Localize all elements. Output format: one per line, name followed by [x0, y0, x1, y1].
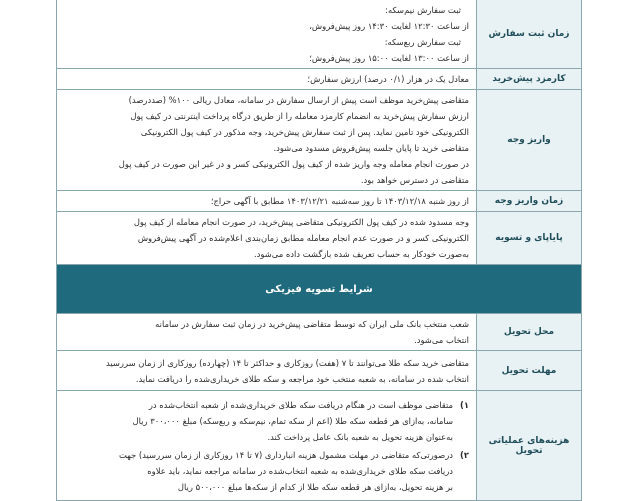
content-deposit — [57, 90, 477, 191]
label-deposit: واریز وجه — [477, 90, 582, 191]
label-order-time: زمان ثبت سفارش — [477, 0, 582, 69]
cost-item-1-line-2: سامانه، به‌ازای هر قطعه سکه طلا (اعم از سکه تمام، نیم‌سکه و ربع‌سکه) مبلغ ۳۰۰،۰۰۰ ریال — [132, 415, 453, 426]
row-delivery-place — [57, 314, 582, 351]
row-deposit-time — [57, 191, 582, 212]
label-delivery-deadline: مهلت تحویل — [477, 351, 582, 391]
deposit-line-5: در صورت انجام معامله وجه واریز شده از کیف پول الکترونیکی کسر و در غیر این صورت در کیف پول — [118, 159, 469, 169]
cost-item-2-line-3: بر هزینه تحویل، به‌ازای هر قطعه سکه طلا از کدام از سکه‌ها مبلغ ۵۰۰،۰۰۰ ریال — [177, 481, 453, 492]
order-time-line-1: ثبت سفارش نیم‌سکه: — [385, 4, 461, 15]
cost-item-2 — [64, 447, 469, 495]
label-delivery-place: محل تحویل — [477, 314, 582, 351]
label-delivery-costs: هزینه‌های عملیاتی تحویل — [477, 391, 582, 501]
section-title: شرایط تسویه فیزیکی — [57, 265, 582, 314]
deposit-line-4: متقاضی خرید تا پایان جلسه پیش‌فروش مسدود می‌شود. — [273, 143, 469, 153]
delivery-place-line-2: انتخاب می‌شود. — [414, 335, 469, 345]
content-delivery-deadline — [57, 351, 477, 391]
row-delivery-costs — [57, 391, 582, 501]
deposit-line-3: الکترونیکی خود تامین نماید. پس از ثبت سفارش پیش‌خرید، وجه مذکور در کیف پول الکترونیکی — [140, 127, 469, 137]
content-deposit-time: از روز شنبه ۱۴۰۳/۱۲/۱۸ تا روز سه‌شنبه ۱۴۰۳/۱۲/۲۱ مطابق با آگهی حراج؛ — [57, 191, 477, 212]
cost-item-1-line-3: به‌عنوان هزینه تحویل به شعبه بانک عامل پرداخت کند. — [267, 431, 453, 442]
row-deposit — [57, 90, 582, 191]
delivery-place-line-1: شعب منتخب بانک ملی ایران که توسط متقاضی پیش‌خرید در زمان ثبت سفارش در سامانه — [155, 319, 469, 329]
delivery-deadline-line-2: انتخاب شده در سامانه، به شعبه منتخب خود مراجعه و سکه طلای خریداری‌شده را دریافت نماید. — [135, 373, 469, 384]
order-time-line-3: ثبت سفارش ربع‌سکه: — [384, 36, 461, 47]
content-order-time — [57, 0, 477, 69]
settlement-line-1: وجه مسدود شده در کیف پول الکترونیکی متقاضی پیش‌خرید، در صورت انجام معامله از کیف پول — [133, 217, 469, 227]
terms-table — [56, 0, 582, 501]
row-fee — [57, 69, 582, 90]
cost-item-1-line-1: متقاضی موظف است در هنگام دریافت سکه طلای خریداری‌شده از شعبه انتخاب‌شده در — [148, 399, 453, 410]
row-delivery-deadline — [57, 351, 582, 391]
deposit-line-6: متقاضی در دسترس خواهد بود. — [360, 175, 469, 185]
deposit-line-2: ارزش سفارش پیش‌خرید به انضمام کارمزد معامله را از طریق درگاه پرداخت اینترنتی در کیف پول — [130, 111, 469, 121]
cost-item-2-line-1: درصورتی‌که متقاضی در مهلت مشمول هزینه انبارداری (۷ تا ۱۴ روزکاری از زمان سررسید) جهت — [118, 449, 453, 460]
cost-item-1-number: ۱) — [460, 399, 469, 410]
cost-item-2-line-2: دریافت سکه طلای خریداری‌شده به شعبه انتخاب‌شده در سامانه مراجعه نماید، باید علاوه — [147, 465, 453, 476]
settlement-line-3: به‌صورت خودکار به حساب تعریف شده بازگشت داده می‌شود. — [254, 249, 469, 259]
order-time-line-4: از ساعت ۱۳:۰۰ لغایت ۱۵:۰۰ روز پیش‌فروش؛ — [309, 52, 469, 63]
row-section-header — [57, 265, 582, 314]
order-time-line-2: از ساعت ۱۲:۳۰ لغایت ۱۴:۳۰ روز پیش‌فروش، — [309, 20, 469, 31]
delivery-deadline-line-1: متقاضی خرید سکه طلا می‌توانند تا ۷ (هفت) روزکاری و حداکثر تا ۱۴ (چهارده) روزکاری از زمان سررسید — [105, 357, 469, 368]
content-settlement — [57, 212, 477, 265]
content-delivery-place — [57, 314, 477, 351]
content-delivery-costs — [57, 391, 477, 501]
label-deposit-time: زمان واریز وجه — [477, 191, 582, 212]
cost-item-2-number: ۲) — [460, 449, 469, 460]
settlement-line-2: الکترونیکی کسر و در صورت عدم انجام معامله مطابق زمان‌بندی اعلام‌شده در آگهی پیش‌فروش — [137, 233, 469, 243]
label-fee: کارمزد پیش‌خرید — [477, 69, 582, 90]
row-settlement — [57, 212, 582, 265]
cost-item-1 — [64, 397, 469, 445]
label-settlement: پایاپای و تسویه — [477, 212, 582, 265]
content-fee: معادل یک در هزار (۰/۱ درصد) ارزش سفارش؛ — [57, 69, 477, 90]
deposit-line-1: متقاضی پیش‌خرید موظف است پیش از ارسال سفارش در سامانه، معادل ریالی ۱۰۰% (صددرصد) — [128, 95, 469, 105]
row-order-time — [57, 0, 582, 69]
